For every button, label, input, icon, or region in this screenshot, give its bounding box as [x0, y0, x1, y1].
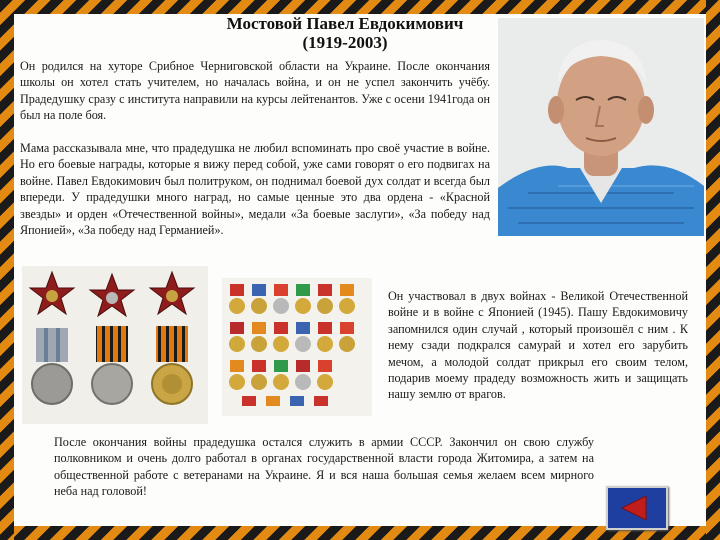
- ribbon-border-left: [0, 0, 14, 540]
- ribbon-border-right: [706, 0, 720, 540]
- person-name: Мостовой Павел Евдокимович: [226, 14, 464, 33]
- ribbon-border-top: [0, 0, 720, 14]
- portrait-photo: [498, 18, 704, 236]
- back-button[interactable]: [606, 486, 668, 530]
- arrow-left-icon: [608, 488, 666, 528]
- paragraph-two-wars: Он участвовал в двух войнах - Великой Отечественной войне и в войне с Японией (1945). Пашу Евдокимовичу запомнился один случай , который произошёл с ним . К нему сзади подкрался самурай и хотел его зарубить мечом, а молодой солдат прикрыл его своим телом, подарив моему прадеду возможность жить и защищать нашу землю от врагов.: [388, 289, 688, 402]
- life-years: (1919-2003): [302, 33, 388, 52]
- orders-and-medals-photo: [22, 266, 208, 424]
- medal-collection-photo: [222, 278, 372, 416]
- paragraph-after-war: После окончания войны прадедушка остался служить в армии СССР. Закончил он свою службу полковником и очень долго работал в органах государственной власти города Житомира, а затем на общественной работе с ветеранами на Украине. Я и вся наша большая семья желаем всем мирного неба над головой!: [54, 435, 594, 499]
- paragraph-awards: Мама рассказывала мне, что прадедушка не любил вспоминать про своё участие в войне. Но его боевые награды, которые я вижу перед собой, уже сами говорят о его подвигах на войне. Павел Евдокимович был политруком, он поднимал боевой дух солдат и всегда был впереди. У прадедушки много наград, но самые ценные это два ордена - «Красной звезды» и орден «Отечественной войны», медали «За боевые заслуги», «За победу над Японией», «За победу над Германией».: [20, 141, 490, 238]
- paragraph-biography: Он родился на хуторе Срибное Черниговской области на Украине. После окончания школы он хотел стать учителем, но началась война, и он не успел закончить учёбу. Прадедушку сразу с института направили на курсы лейтенантов. Уже с осени 1941года он был на поле боя.: [20, 59, 490, 123]
